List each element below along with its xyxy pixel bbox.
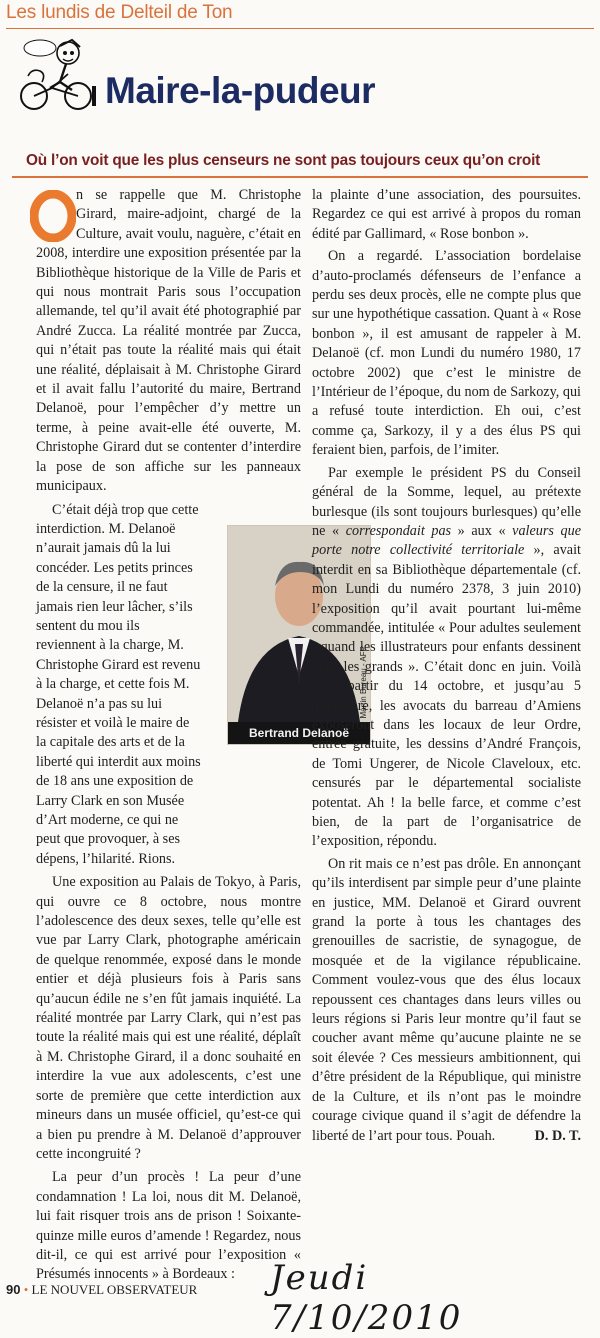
author-signature: D. D. T. (534, 1127, 581, 1144)
page-number: 90 (6, 1282, 21, 1297)
publication-name: LE NOUVEL OBSERVATEUR (31, 1282, 198, 1297)
paragraph-7-italic-b: valeurs que porte notre collectivité territoriale (312, 522, 581, 559)
paragraph-5: la plainte d’une association, des poursuites. Regardez ce qui est arrivé à propos du roman édité par Gallimard, « Rose bonbon ». (312, 187, 581, 242)
photo-caption: Bertrand Delanoë (228, 722, 370, 744)
paragraph-7 (312, 464, 581, 852)
cartoon-cyclist-logo-icon (10, 38, 98, 114)
dropcap-o-icon (30, 190, 70, 240)
photo-credit: Martin Bureau - AFP (359, 645, 368, 718)
paragraph-1-text: n se rappelle que M. Christophe Girard, maire-adjoint, chargé de la Culture, avait voulu, naguère, c’était en 2008, interdire une exposition présentée par la Bibliothèque historique de la Ville de Paris et qui nous montrait Paris sous l’occupation allemande, tel qu’il avait été photographié par André Zucca. La réalité montrée par Zucca, qui n’était pas toute la réalité mais qui était une réalité, déplaisait à M. Christophe Girard et il avait fallu l’autorité du maire, Bertrand Delanoë, pour l’empêcher d’y mettre un terme, à peine avait-elle été ouverte, M. Christophe Girard dut se contenter d’interdire la pose de son affiche sur les panneaux municipaux. (36, 187, 301, 495)
handwritten-date (270, 1256, 570, 1338)
paragraph-7-text-b: » aux « (451, 522, 513, 539)
paragraph-7-italic-a: correspondait pas (345, 522, 452, 539)
paragraph-4: La peur d’un procès ! La peur d’une condamnation ! La loi, nous dit M. Delanoë, lui fait risquer trois ans de prison ! Soixante-quinze mille euros d’amende ! Regardez, nous dit-il, ce qui est arrivé pour l’exposition « Présumés innocents » à Bordeaux : (36, 1169, 301, 1283)
paragraph-7-text-c: », avait interdit en sa Bibliothèque départementale (cf. mon Lundi du numéro 2378, 3 juin 2010) l’exposition qu’il avait pourtant lui-même commandée, intitulée « Pour adultes seulement : quand les illustrateurs pour enfants dessinent pour les grands ». C’était donc en juin. Voilà qu’à partir du 14 octobre, et jusqu’au 5 novembre, les avocats du barreau d’Amiens exposeront dans les locaux de leur Ordre, entrée gratuite, les dessins d’André François, de Tomi Ungerer, de Nicole Claveloux, etc. censurés par le départemental socialiste potentat. Ah ! la belle farce, et comme c’est bien, de la part de l’organisatrice de l’exposition, répondu. (312, 542, 581, 850)
paragraph-1 (36, 186, 301, 497)
article-right-column (312, 186, 581, 1146)
article-headline: Maire-la-pudeur (105, 70, 376, 111)
paragraph-7-text-a: Par exemple le président PS du Conseil général de la Somme, lequel, au prétexte burlesque (ils sont toujours burlesques) qu’elle ne « (312, 464, 581, 539)
page-footer (6, 1282, 197, 1298)
paragraph-6: On a regardé. L’association bordelaise d’auto-proclamés défenseurs de l’enfance a perdu ses deux procès, elle ne compte plus que sur une hypothétique cassation. Quant à « Rose bonbon », il est amusant de rappeler à M. Delanoë (cf. mon Lundi du numéro 1980, 17 octobre 2002) que c’est le ministre de l’Intérieur de l’époque, du nom de Sarkozy, qui a refusé toute interdiction. Eh oui, c’est comme ça, Sarkozy, il y a des élus PS qui feraient bien, parfois, de l’imiter. (312, 248, 581, 459)
paragraph-2: C’était déjà trop que cette interdiction. M. Delanoë n’aurait jamais dû la lui concéder. Les petits princes de la censure, il ne faut jamais rien leur lâcher, s’ils sentent du mou ils reviennent à la charge, M. Christophe Girard est revenu à la charge, et cette fois M. Delanoë n’a pas su lui résister et voilà le maire de la capitale des arts et de la liberté qui interdit aux moins de 18 ans une exposition de Larry Clark en son Musée d’Art moderne, ce qui ne peut que provoquer, à ses dépens, l’hilarité. Rions. (36, 501, 201, 867)
paragraph-3: Une exposition au Palais de Tokyo, à Paris, qui ouvre ce 8 octobre, nous montre l’adolescence des deux sexes, telle qu’elle est vue par Larry Clark, photographe américain de quelque renommée, exposé dans le monde entier et déjà plusieurs fois à Paris sans qu’aucun édile ne s’en fût jamais inquiété. La réalité montrée par Larry Clark, qui n’est pas toute la réalité mais qui est une réalité, déplaît à M. Christophe Girard, il a donc souhaité en interdire la vue aux adolescents, c’est une sorte de première que cette interdiction aux mineurs dans un musée officiel, qu’est-ce qui a bien pu prendre à M. Delanoë d’approuver cette incongruité ? (36, 874, 301, 1162)
article-subtitle: Où l’on voit que les plus censeurs ne sont pas toujours ceux qu’on croit (26, 152, 541, 169)
section-header (6, 2, 594, 29)
handwritten-date-text: Jeudi 7/10/2010 (270, 1258, 463, 1338)
headline-divider (12, 176, 588, 178)
paragraph-8-text: On rit mais ce n’est pas drôle. En annonçant qu’ils interdisent par simple peur d’une plainte en justice, MM. Delanoë et Girard ouvrent grand la porte à tous les chantages des grenouilles de sacristie, de synagogue, de mosquée et de la vigilance républicaine. Comment voulez-vous que des élus locaux repoussent ces chantages dans leurs villes ou leurs régions si Paris leur montre qu’il faut se coucher avant même qu’aucune plainte ne se soit élevée ? Ces messieurs ambitionnent, qui d’être président de la République, qui ministre de la Culture, et ils n’ont pas le moindre courage civique quand il s’agit de défendre la liberté de l’art pour tous. Pouah. (312, 855, 581, 1144)
footer-bullet: • (23, 1282, 29, 1297)
paragraph-8 (312, 855, 581, 1146)
section-title: Les lundis de Delteil de Ton (6, 2, 233, 23)
